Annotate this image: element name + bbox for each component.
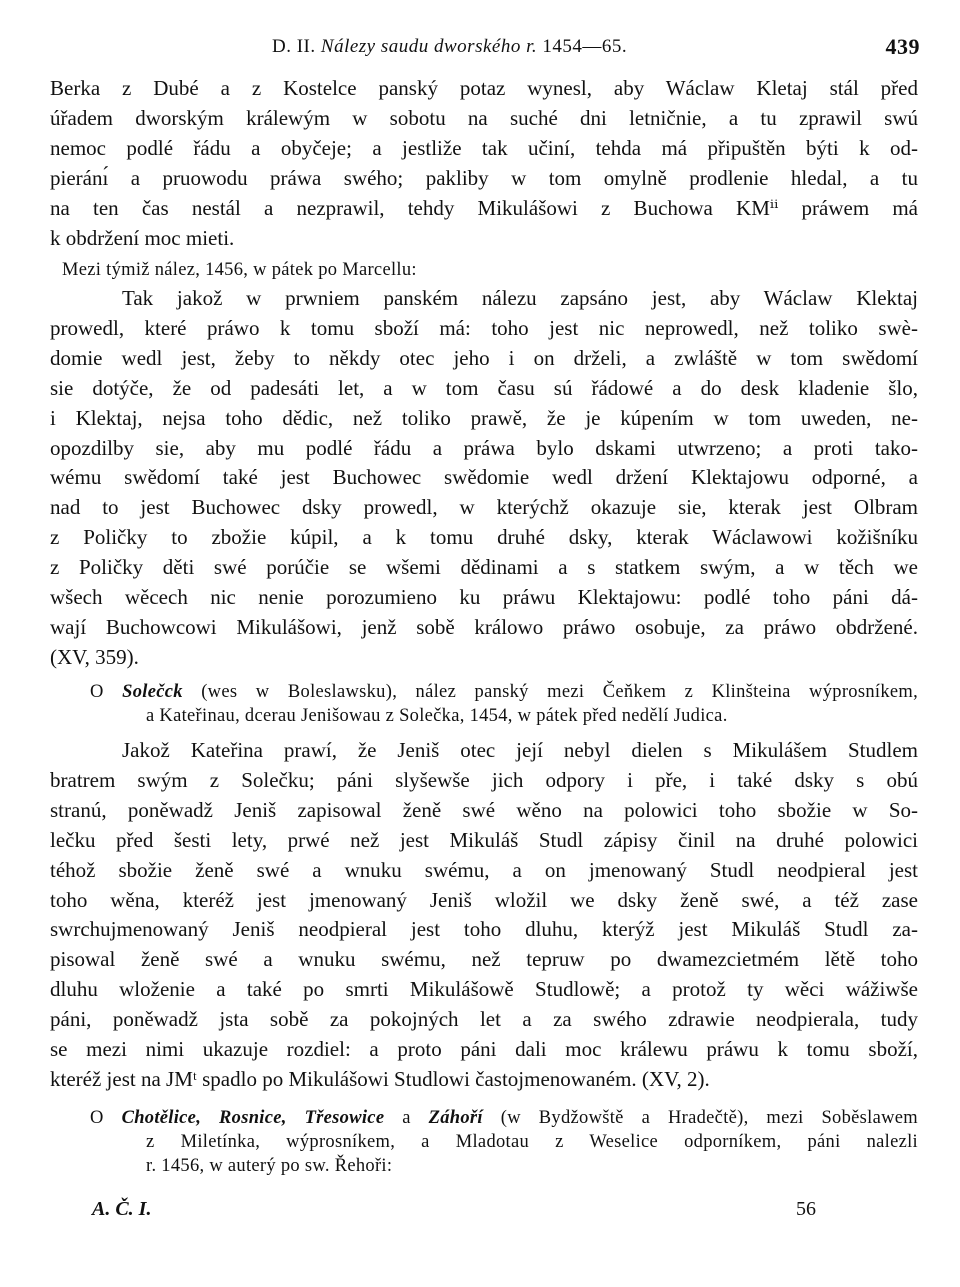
heading-text: (w Bydžowště a Hradečtě), mezi Soběslawem [482,1108,918,1128]
text-line: i Klektaj, nejsa toho dědic, než toliko prawě, že je kúpením w tom uweden, ne- [50,405,918,430]
text-line: pisowal ženě swé a wnuku swému, než tepruw po dwamezcietmém lětě toho [50,947,918,972]
heading-prefix: O [90,682,123,702]
heading-line: r. 1456, w auterý po sw. Řehoři: [146,1156,393,1176]
text-line: nemoc podlé řádu a obyčeje; a jestliže tak učiní, tehda má připuštěn býti k od- [50,135,918,160]
text-line: prowedl, které práwo k tomu sboží má: toho jest nic neprowedl, než toliko swè- [50,315,918,340]
paragraph-berka [50,74,918,253]
text-line: kteréž jest na JMᵗ spadlo po Mikulášowi Studlowi častojmenowaném. (XV, 2). [50,1066,710,1091]
text-line: Berka z Dubé a z Kostelce panský potaz wynesl, aby Wáclaw Kletaj stál před [50,76,918,100]
text-line: z Poličky děti swé porúčie se wšemi dědinami a s statkem swým, a w těch we [50,555,918,580]
text-line: toho wěna, kteréž jest jmenowaný Jeniš wložil we dsky ženě swé, a též zase [50,887,918,912]
text-line: swrchujmenowaný Jeniš neodpieral jest toho dluhu, kterýž jest Mikuláš Studl za- [50,917,918,942]
text-line: wšech wěcech nic nenie porozumieno ku práwu Klektajowu: podlé toho páni dá- [50,585,918,610]
footer-sheet-number: 56 [796,1198,816,1220]
paragraph-klektaj [50,284,918,673]
text-line: bratrem swým z Solečku; páni slyšewše jich odpory i pře, i také dsky s obú [50,767,918,792]
heading-chotelice [90,1106,918,1178]
text-line: nad to jest Buchowec dsky prowedl, w kterýchž okazuje sie, kterak jest Olbram [50,495,918,520]
heading-line [90,680,918,704]
text-line: k obdržení moc mieti. [50,225,235,250]
page-footer [92,1198,816,1221]
text-line: pieránı́ a pruowodu práwa swého; pakliby w tom omylně prodlenie hledal, a tu [50,165,918,190]
heading-prefix: O [90,1108,122,1128]
heading-line: Mezi týmiž nález, 1456, w pátek po Marcellu: [62,260,417,280]
place-names: Chotělice, Rosnice, Třesowice [121,1108,385,1128]
header-title [272,36,627,58]
paragraph-katerina [50,736,918,1095]
place-name: Záhoří [428,1108,483,1128]
text-line: stranú, poněwadž Jeniš zapisowal ženě swé wěno na polowici toho sbožie w So- [50,797,918,822]
header-years: 1454—65. [542,36,628,57]
heading-text: (wes w Boleslawsku), nález panský mezi Čeňkem z Klinšteina wýprosníkem, [182,682,918,702]
heading-solecek [90,680,918,728]
text-line: dluhu wloženie a také po smrti Mikulášowě Studlowě; a protož ty wěci wážiwše [50,977,918,1002]
text-line: wají Buchowcowi Mikulášowi, jenž sobě králowo práwo osobuje, za práwo obdržené. [50,614,918,639]
text-line: Jakož Kateřina prawí, že Jeniš otec její nebyl dielen s Mikulášem Studlem [122,738,918,762]
heading-line: a Kateřinau, dcerau Jenišowau z Solečka, 1454, w pátek před nedělí Judica. [146,706,728,726]
conjunction: a [384,1108,429,1128]
header-title-italic: Nálezy saudu dworského r. [320,36,538,57]
text-line: lečku před šesti lety, prwé než jest Mikuláš Studl zápisy činil na druhé polowici [50,827,918,852]
text-line: wému swědomí také jest Buchowec swědomie wedl držení Klektajowu odporné, a [50,465,918,490]
header-prefix: D. II. [272,36,316,57]
text-line: z Poličky to zbožie kúpil, a k tomu druhé dsky, kterak Wáclawowi kožišníku [50,525,918,550]
text-line: opozdilby sie, aby mu podlé řádu a práwa bylo dskami utwrzeno; a proti tako- [50,435,918,460]
page-number: 439 [885,34,920,59]
running-header [52,30,920,60]
text-line: sie dotýče, že od padesáti let, a w tom času sú řádowé a do desk kladenie šlo, [50,375,918,400]
text-line: (XV, 359). [50,644,139,669]
place-name: Solečck [122,682,183,702]
text-line: úřadem dworským králewým w sobotu na suché dni letničnie, a tu zprawil swú [50,105,918,130]
text-line: se mezi nimi ukazuje rozdiel: a proto páni dali moc králewu práwu k tomu sboží, [50,1037,918,1062]
text-line: domie wedl jest, žeby to někdy otec jeho i on drželi, a zwláště w tom swědomí [50,345,918,370]
text-line: Tak jakož w prwniem panském nálezu zapsáno jest, aby Wáclaw Klektaj [122,286,918,310]
heading-mezi-tymiz [62,258,417,282]
heading-line [90,1106,918,1130]
text-line: páni, poněwadž jsta sobě za pokojných let a za swého zdrawie neodpierala, tudy [50,1007,918,1032]
text-line: téhož sbožie ženě swé a wnuku swému, a on jmenowaný Studl neodpieral jest [50,857,918,882]
heading-line: z Miletínka, wýprosníkem, a Mladotau z Weselice odporníkem, páni nalezli [146,1132,918,1152]
text-line: na ten čas nestál a nezprawil, tehdy Mikulášowi z Buchowa KMⁱⁱ práwem má [50,195,918,220]
footer-signature: A. Č. I. [92,1198,152,1220]
